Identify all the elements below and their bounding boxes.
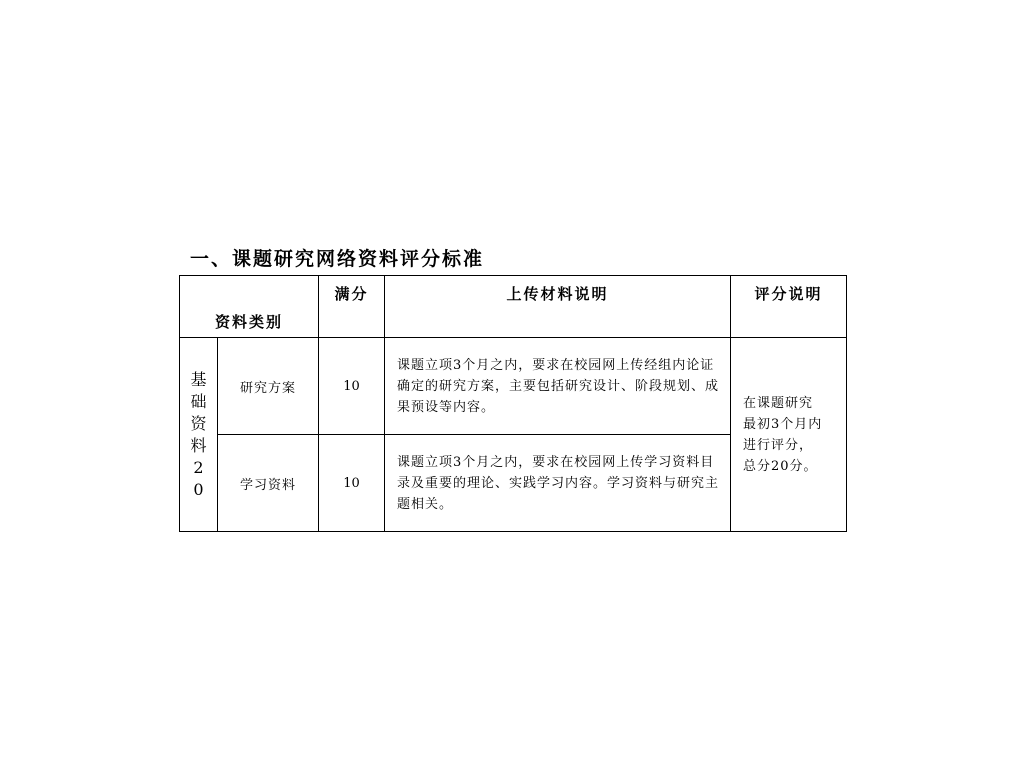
header-category: 资料类别 bbox=[180, 276, 319, 338]
group-label-char: 0 bbox=[193, 479, 204, 499]
header-scoring-description: 评分说明 bbox=[731, 276, 847, 338]
remark-line: 进行评分， bbox=[743, 437, 814, 453]
remark-line: 在课题研究 bbox=[743, 395, 814, 411]
group-label-char: 基 bbox=[190, 369, 207, 389]
scoring-remark bbox=[731, 338, 847, 532]
table-row bbox=[180, 338, 847, 435]
group-label-char: 料 bbox=[190, 435, 207, 455]
scoring-table bbox=[179, 275, 847, 532]
group-label-char: 2 bbox=[193, 457, 204, 477]
item-description: 课题立项3个月之内，要求在校园网上传学习资料目录及重要的理论、实践学习内容。学习资料与研究主题相关。 bbox=[385, 435, 731, 532]
remark-line: 最初3个月内 bbox=[743, 416, 823, 432]
item-description: 课题立项3个月之内，要求在校园网上传经组内论证确定的研究方案，主要包括研究设计、阶段规划、成果预设等内容。 bbox=[385, 338, 731, 435]
item-name-research-plan: 研究方案 bbox=[218, 338, 319, 435]
group-label-char: 础 bbox=[190, 391, 207, 411]
header-upload-description: 上传材料说明 bbox=[385, 276, 731, 338]
group-label-basic-materials bbox=[180, 338, 218, 532]
item-score: 10 bbox=[319, 435, 385, 532]
document-title: 一、课题研究网络资料评分标准 bbox=[190, 248, 485, 270]
header-full-score: 满分 bbox=[319, 276, 385, 338]
item-score: 10 bbox=[319, 338, 385, 435]
item-name-study-materials: 学习资料 bbox=[218, 435, 319, 532]
remark-line: 总分20分。 bbox=[743, 458, 818, 474]
group-label-char: 资 bbox=[190, 413, 207, 433]
table-header-row bbox=[180, 276, 847, 338]
